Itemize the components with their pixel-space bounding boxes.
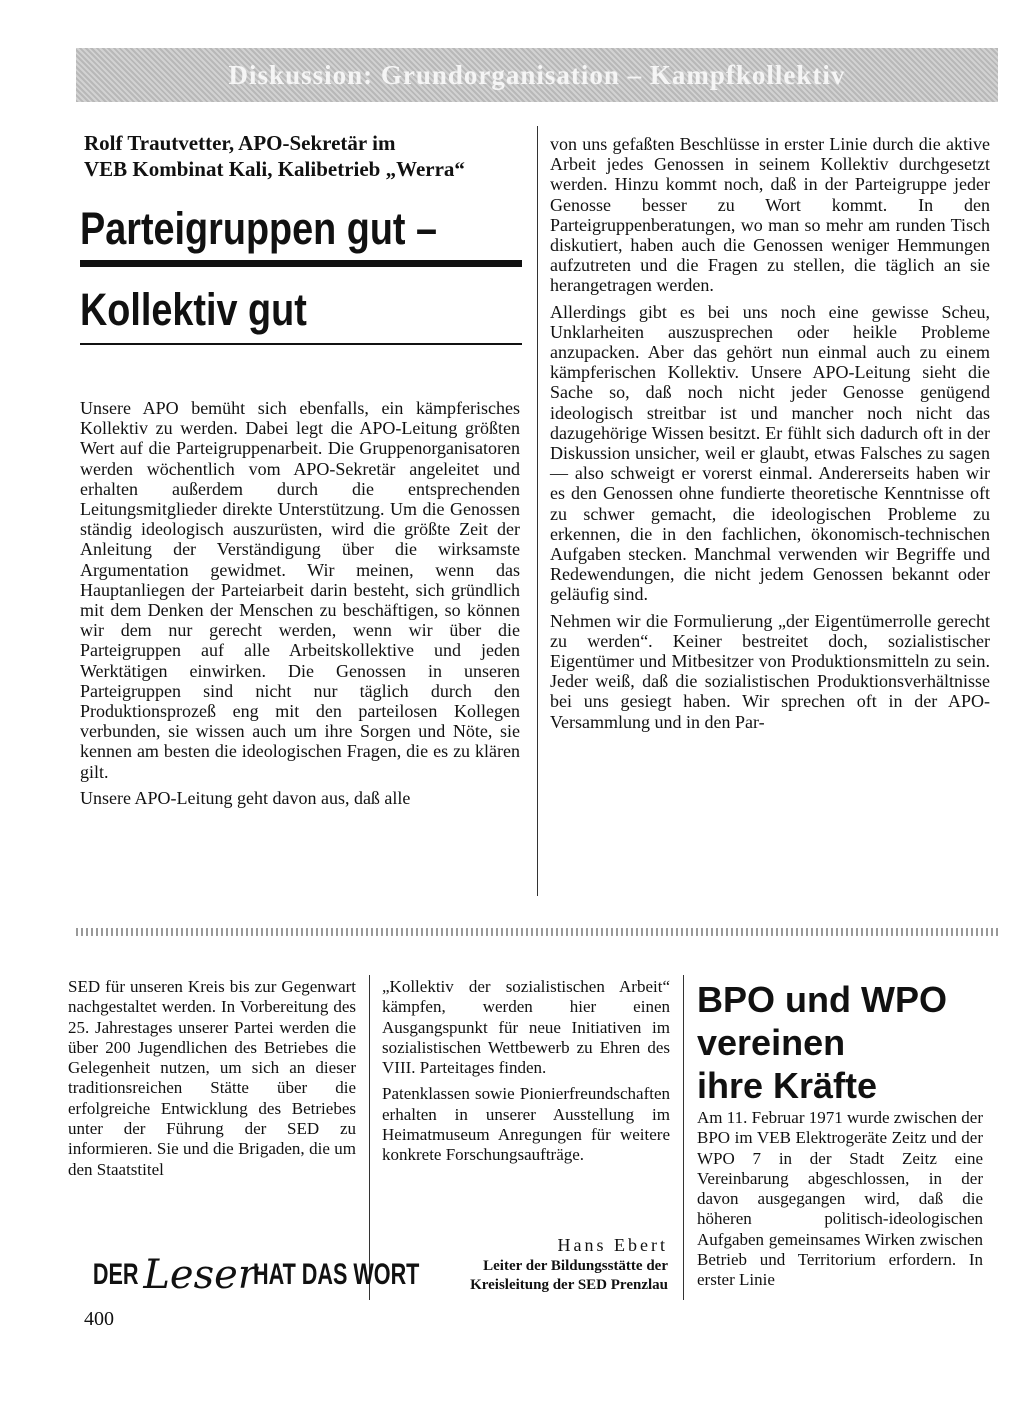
bpo-article-column <box>697 1108 983 1297</box>
section-separator <box>76 928 998 936</box>
article-byline <box>84 130 524 182</box>
column-divider <box>683 975 684 1300</box>
article-paragraph: Unsere APO-Leitung geht davon aus, daß alle <box>80 787 411 808</box>
byline-line-2: VEB Kombinat Kali, Kalibetrieb „Werra“ <box>84 157 465 181</box>
signature-role-line-2: Kreisleitung der SED Prenzlau <box>470 1277 668 1293</box>
article-column-2 <box>550 134 990 738</box>
bpo-headline <box>697 978 997 1107</box>
signature-role-line-1: Leiter der Bildungsstätte der <box>483 1258 668 1274</box>
article-paragraph: Nehmen wir die Formulierung „der Eigentümerrolle gerecht zu werden“. Keiner bestreitet doch, sozialistischer Eigentümer und Mitbesitzer von Produktionsmitteln zu sein. Jeder weiß, daß die sozialistischen Produktionsverhältnisse bei uns gesiegt haben. Wir sprechen oft in der APO-Versammlung und in den Par- <box>550 610 990 732</box>
bpo-headline-line-2: vereinen <box>697 1022 846 1063</box>
headline-rule-bottom <box>80 343 522 345</box>
reader-rubric-logo <box>84 1252 484 1298</box>
bpo-headline-line-1: BPO und WPO <box>697 979 947 1020</box>
signature-name: Hans Ebert <box>557 1235 668 1255</box>
article-paragraph: von uns gefaßten Beschlüsse in erster Linie durch die aktive Arbeit jedes Genossen in seinem Kollektiv durchgesetzt werden. Hinzu kommt noch, daß in der Parteigruppe jeder Genosse besser zu Wort kommt. In den Parteigruppenberatungen, wo man so mehr am runden Tisch diskutiert, haben auch die Genossen weniger Hemmungen aufzutreten und die Fragen zu stellen, die täglich an sie herangetragen werden. <box>550 134 990 296</box>
rubric-der: DER <box>92 1258 139 1291</box>
rubric-leser: Leser <box>143 1252 257 1298</box>
reader-letter-column-2 <box>382 977 670 1172</box>
page-number: 400 <box>84 1308 114 1330</box>
headline-line-2: Kollektiv gut <box>80 284 307 335</box>
reader-letter-paragraph: Patenklassen sowie Pionierfreundschaften erhalten in unserer Ausstellung im Heimatmuseum Anregungen für weitere konkrete Forschungsaufträge. <box>382 1084 670 1165</box>
article-paragraph: Unsere APO bemüht sich ebenfalls, ein kämpferisches Kollektiv zu werden. Dabei legt die APO-Leitung größten Wert auf die Parteigruppenarbeit. Die Gruppenorganisatoren werden wöchentlich vom APO-Sekretär angeleitet und erhalten außerdem durch die entsprechenden Leitungsmitglieder direkte Unterstützung. Um die Genossen ständig ideologisch auszurüsten, wird die größte Zeit der Anleitung der Verständigung über die wirksamste Argumentation gewidmet. Wir meinen, wenn das Hauptanliegen der Parteiarbeit darin besteht, sich gründlich mit dem Denken der Menschen zu beschäftigen, so können wir dem nur gerecht werden, wenn wir über die Parteigruppen auf alle Arbeitskollektive und jeden Werktätigen einwirken. Die Genossen in unseren Parteigruppen sind nicht nur täglich durch den Produktionsprozeß eng mit den parteilosen Kollegen verbunden, sie wissen auch um ihre Sorgen und Nöte, sie kennen am besten die ideologischen Fragen, die es zu klären gilt. <box>80 398 520 782</box>
column-divider <box>537 126 538 896</box>
section-banner: Diskussion: Grundorganisation – Kampfkollektiv <box>76 48 998 102</box>
reader-letter-paragraph: „Kollektiv der sozialistischen Arbeit“ kämpfen, werden hier einen Ausgangspunkt für neue Initiativen im sozialistischen Wettbewerb zu Ehren des VIII. Parteitages finden. <box>382 977 670 1078</box>
reader-letter-column-1 <box>68 977 356 1186</box>
bpo-headline-line-3: ihre Kräfte <box>697 1065 878 1106</box>
rubric-hat-das-wort: HAT DAS WORT <box>252 1258 420 1291</box>
headline-line-1: Parteigruppen gut – <box>80 203 438 254</box>
bpo-paragraph: Am 11. Februar 1971 wurde zwischen der BPO im VEB Elektrogeräte Zeitz und der WPO 7 in der Stadt Zeitz eine Vereinbarung abgeschlossen, in der davon ausgegangen wird, daß die höheren politisch-ideologischen Aufgaben gemeinsames Wirken zwischen Betrieb und Territorium erfordern. In erster Linie <box>697 1108 983 1290</box>
article-paragraph: Allerdings gibt es bei uns noch eine gewisse Scheu, Unklarheiten auszusprechen oder heikle Probleme anzupacken. Aber das gehört nun einmal auch zu einem kämpferischen Kollektiv. Unsere APO-Leitung sieht die Sache so, daß noch nicht jeder Genosse genügend ideologisch streitbar ist und mancher noch nicht das dazugehörige Wissen besitzt. Er fühlt sich dadurch oft in der Diskussion unsicher, weil er glaubt, etwas Falsches zu sagen — also schweigt er vorerst einmal. Andererseits haben wir es den Genossen ohne fundierte theoretische Kenntnisse oft zu schwer gemacht, die ideologischen Probleme zu erkennen, die in den fachlichen, ökonomisch-technischen Aufgaben stecken. Manchmal verwenden wir Begriffe und Redewendungen, die nicht jedem Genossen bekannt oder geläufig sind. <box>550 301 990 605</box>
reader-letter-paragraph: SED für unseren Kreis bis zur Gegenwart nachgestaltet werden. In Vorbereitung des 25. Jahrestages unserer Partei werden die über 200 Jugendlichen des Betriebes die Gelegenheit nutzen, um sich an dieser traditionsreichen Stätte über die erfolgreiche Entwicklung des Betriebes unter der Führung der SED zu informieren. Sie und die Brigaden, die um den Staatstitel <box>68 977 356 1179</box>
headline-rule <box>80 260 522 267</box>
article-column-1 <box>80 398 520 814</box>
byline-line-1: Rolf Trautvetter, APO-Sekretär im <box>84 131 396 155</box>
